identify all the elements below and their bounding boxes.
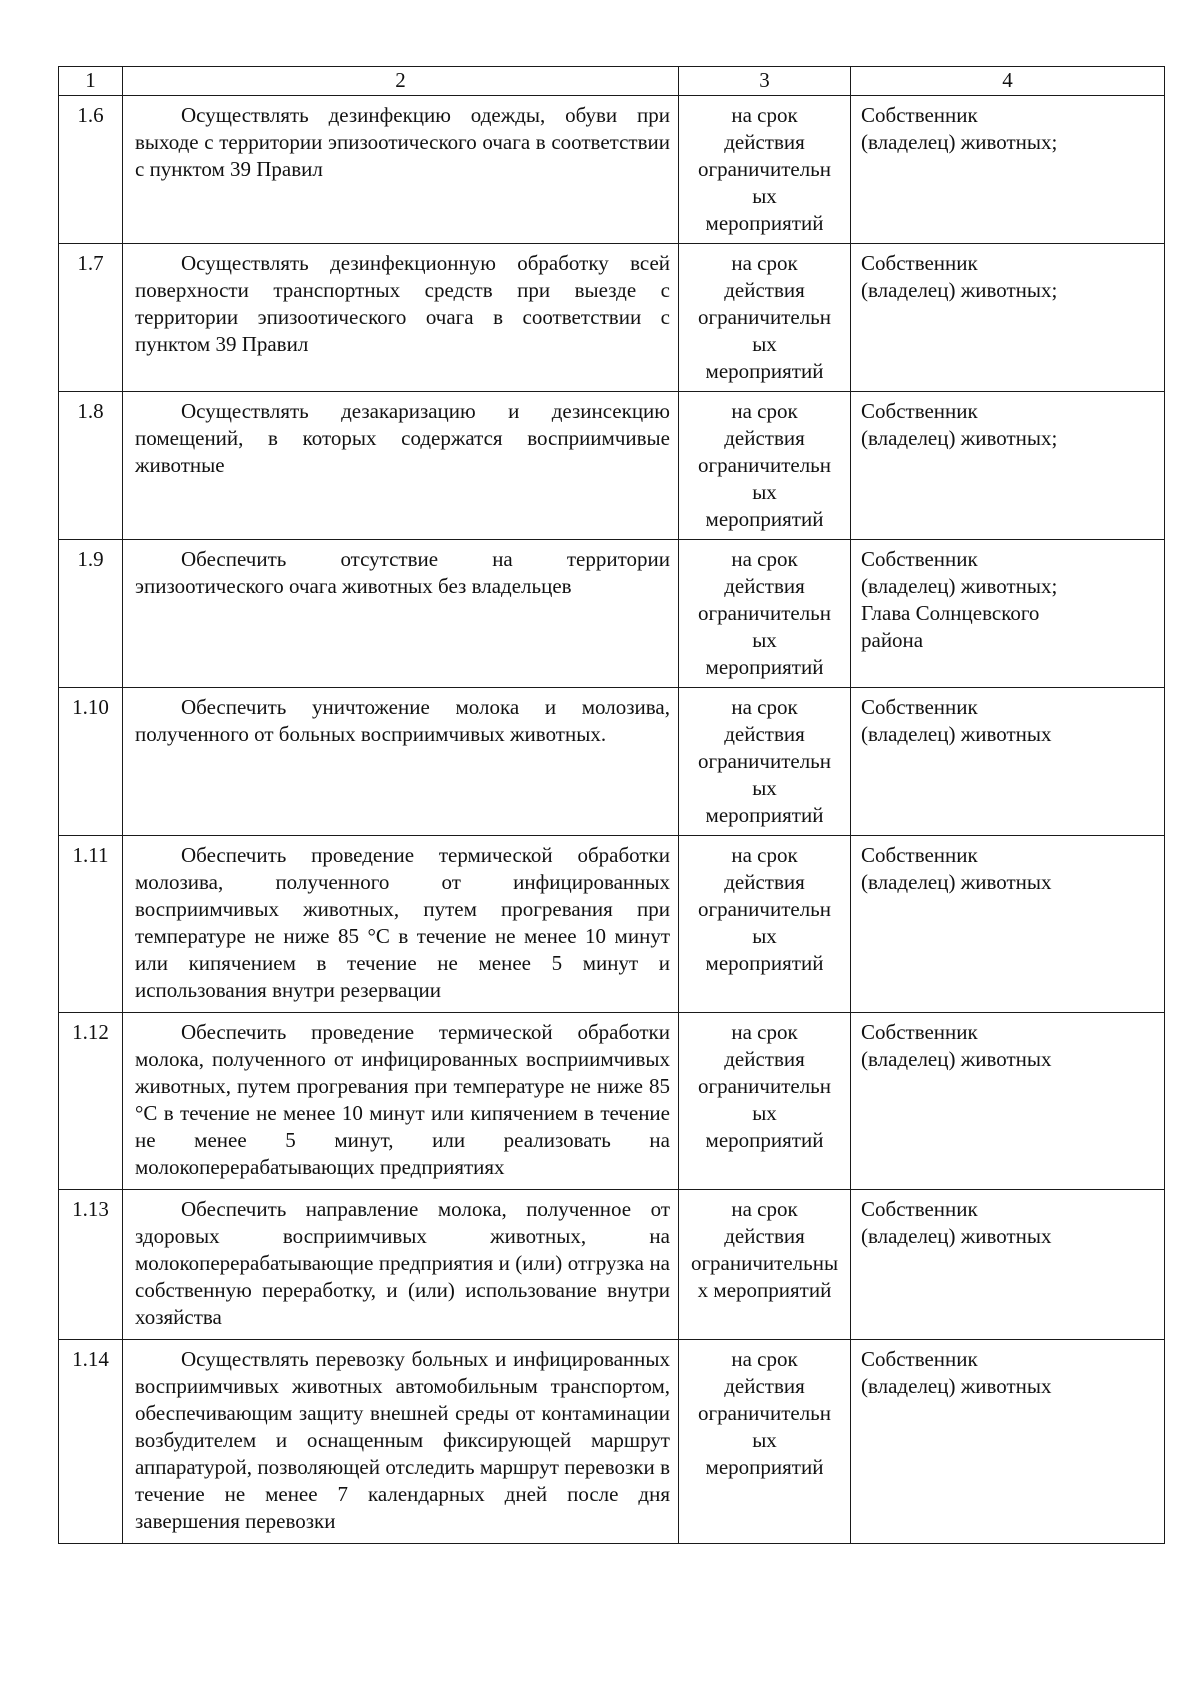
header-col-4: 4 xyxy=(851,67,1165,96)
measure-description: Обеспечить направление молока, полученное от здоровых восприимчивых животных, на молокоперерабатывающие предприятия и (или) отгрузка на собственную переработку, и (или) использование внутри хозяйства xyxy=(135,1197,670,1329)
term-line: мероприятий xyxy=(705,951,824,975)
row-number: 1.10 xyxy=(59,688,123,836)
table-row xyxy=(59,392,1165,540)
table-row xyxy=(59,540,1165,688)
responsible-cell xyxy=(851,1013,1165,1190)
responsible-line: (владелец) животных xyxy=(861,1224,1052,1248)
measure-description-cell xyxy=(123,96,679,244)
responsible-line: Собственник xyxy=(861,695,978,719)
term-line: на срок xyxy=(731,1347,798,1371)
term-line: действия xyxy=(724,1374,805,1398)
row-number: 1.7 xyxy=(59,244,123,392)
measure-description-cell xyxy=(123,1190,679,1340)
responsible-line: Собственник xyxy=(861,251,978,275)
measure-description-cell xyxy=(123,392,679,540)
term-line: ых xyxy=(752,480,777,504)
responsible-line: (владелец) животных xyxy=(861,870,1052,894)
term-line: ограничительн xyxy=(697,1074,831,1098)
measure-description: Обеспечить проведение термической обработки молока, полученного от инфицированных восприимчивых животных, путем прогревания при температуре не ниже 85 °С в течение не менее 10 минут или кипячением в течение не менее 5 минут, или реализовать на молокоперерабатывающих предприятиях xyxy=(135,1020,670,1179)
term-line: на срок xyxy=(731,547,798,571)
responsible-line: (владелец) животных xyxy=(861,1374,1052,1398)
measure-description-cell xyxy=(123,1340,679,1544)
term-line: на срок xyxy=(731,399,798,423)
responsible-line: (владелец) животных; xyxy=(861,278,1058,302)
header-col-2: 2 xyxy=(123,67,679,96)
responsible-cell xyxy=(851,244,1165,392)
row-number: 1.6 xyxy=(59,96,123,244)
responsible-line: Собственник xyxy=(861,1197,978,1221)
term-line: ых xyxy=(752,1101,777,1125)
term-line: действия xyxy=(724,722,805,746)
term-line: ограничительн xyxy=(697,305,831,329)
term-line: ых xyxy=(752,1428,777,1452)
table-row xyxy=(59,836,1165,1013)
measure-description: Осуществлять дезакаризацию и дезинсекцию помещений, в которых содержатся восприимчивые животные xyxy=(135,399,670,477)
responsible-cell xyxy=(851,836,1165,1013)
responsible-line: (владелец) животных; xyxy=(861,130,1058,154)
responsible-line: Собственник xyxy=(861,103,978,127)
term-cell xyxy=(679,1190,851,1340)
table-row xyxy=(59,244,1165,392)
responsible-line: Собственник xyxy=(861,843,978,867)
responsible-cell xyxy=(851,392,1165,540)
responsible-line: Собственник xyxy=(861,1020,978,1044)
measure-description-cell xyxy=(123,1013,679,1190)
table-row xyxy=(59,1190,1165,1340)
term-line: мероприятий xyxy=(705,655,824,679)
term-line: на срок xyxy=(731,1020,798,1044)
measure-description-cell xyxy=(123,688,679,836)
responsible-line: (владелец) животных xyxy=(861,722,1052,746)
term-line: на срок xyxy=(731,843,798,867)
term-line: мероприятий xyxy=(705,211,824,235)
responsible-line: (владелец) животных; xyxy=(861,426,1058,450)
row-number: 1.14 xyxy=(59,1340,123,1544)
measure-description: Осуществлять дезинфекционную обработку всей поверхности транспортных средств при выезде с территории эпизоотического очага в соответствии с пунктом 39 Правил xyxy=(135,251,670,356)
term-line: действия xyxy=(724,1047,805,1071)
term-line: мероприятий xyxy=(705,1128,824,1152)
term-cell xyxy=(679,1340,851,1544)
term-line: мероприятий xyxy=(705,359,824,383)
responsible-cell xyxy=(851,1340,1165,1544)
term-cell xyxy=(679,392,851,540)
table-row xyxy=(59,1013,1165,1190)
term-line: ограничительн xyxy=(697,1401,831,1425)
term-cell xyxy=(679,688,851,836)
responsible-cell xyxy=(851,540,1165,688)
header-col-1: 1 xyxy=(59,67,123,96)
row-number: 1.11 xyxy=(59,836,123,1013)
document-page xyxy=(58,66,1164,1544)
responsible-line: Собственник xyxy=(861,547,978,571)
responsible-line: (владелец) животных; xyxy=(861,574,1058,598)
responsible-line: Собственник xyxy=(861,399,978,423)
term-line: на срок xyxy=(731,251,798,275)
measure-description: Обеспечить отсутствие на территории эпизоотического очага животных без владельцев xyxy=(135,547,670,598)
term-line: действия xyxy=(724,870,805,894)
measure-description: Обеспечить проведение термической обработки молозива, полученного от инфицированных восприимчивых животных, путем прогревания при температуре не ниже 85 °С в течение не менее 10 минут или кипячением в течение не менее 5 минут и использования внутри резервации xyxy=(135,843,670,1002)
term-line: ых xyxy=(752,628,777,652)
term-line: на срок xyxy=(731,103,798,127)
measures-table xyxy=(58,66,1165,1544)
responsible-cell xyxy=(851,96,1165,244)
term-line: действия xyxy=(724,278,805,302)
term-line: действия xyxy=(724,130,805,154)
term-line: ограничительн xyxy=(697,453,831,477)
responsible-cell xyxy=(851,1190,1165,1340)
measure-description-cell xyxy=(123,244,679,392)
measure-description: Обеспечить уничтожение молока и молозива, полученного от больных восприимчивых животных. xyxy=(135,695,670,746)
row-number: 1.12 xyxy=(59,1013,123,1190)
table-header-row xyxy=(59,67,1165,96)
table-row xyxy=(59,1340,1165,1544)
term-line: ограничительны xyxy=(690,1251,839,1275)
row-number: 1.13 xyxy=(59,1190,123,1340)
row-number: 1.8 xyxy=(59,392,123,540)
term-line: ых xyxy=(752,924,777,948)
term-line: действия xyxy=(724,574,805,598)
measure-description-cell xyxy=(123,540,679,688)
term-line: действия xyxy=(724,426,805,450)
term-line: ограничительн xyxy=(697,157,831,181)
measure-description: Осуществлять дезинфекцию одежды, обуви при выходе с территории эпизоотического очага в соответствии с пунктом 39 Правил xyxy=(135,103,670,181)
term-line: ограничительн xyxy=(697,897,831,921)
table-body xyxy=(59,96,1165,1544)
responsible-cell xyxy=(851,688,1165,836)
table-row xyxy=(59,688,1165,836)
term-line: ограничительн xyxy=(697,601,831,625)
responsible-line: Собственник xyxy=(861,1347,978,1371)
row-number: 1.9 xyxy=(59,540,123,688)
measure-description-cell xyxy=(123,836,679,1013)
term-line: ых xyxy=(752,184,777,208)
term-cell xyxy=(679,244,851,392)
term-line: ых xyxy=(752,776,777,800)
term-line: на срок xyxy=(731,695,798,719)
term-cell xyxy=(679,96,851,244)
term-line: мероприятий xyxy=(705,1455,824,1479)
term-line: на срок xyxy=(731,1197,798,1221)
term-cell xyxy=(679,540,851,688)
table-row xyxy=(59,96,1165,244)
responsible-line: Глава Солнцевского xyxy=(861,601,1040,625)
term-line: х мероприятий xyxy=(697,1278,832,1302)
term-line: мероприятий xyxy=(705,803,824,827)
measure-description: Осуществлять перевозку больных и инфицированных восприимчивых животных автомобильным транспортом, обеспечивающим защиту внешней среды от контаминации возбудителем и оснащенным фиксирующей маршрут аппаратурой, позволяющей отследить маршрут перевозки в течение не менее 7 календарных дней после дня завершения перевозки xyxy=(135,1347,670,1533)
term-line: ых xyxy=(752,332,777,356)
term-cell xyxy=(679,836,851,1013)
header-col-3: 3 xyxy=(679,67,851,96)
term-cell xyxy=(679,1013,851,1190)
term-line: действия xyxy=(724,1224,805,1248)
responsible-line: (владелец) животных xyxy=(861,1047,1052,1071)
term-line: мероприятий xyxy=(705,507,824,531)
term-line: ограничительн xyxy=(697,749,831,773)
responsible-line: района xyxy=(861,628,924,652)
